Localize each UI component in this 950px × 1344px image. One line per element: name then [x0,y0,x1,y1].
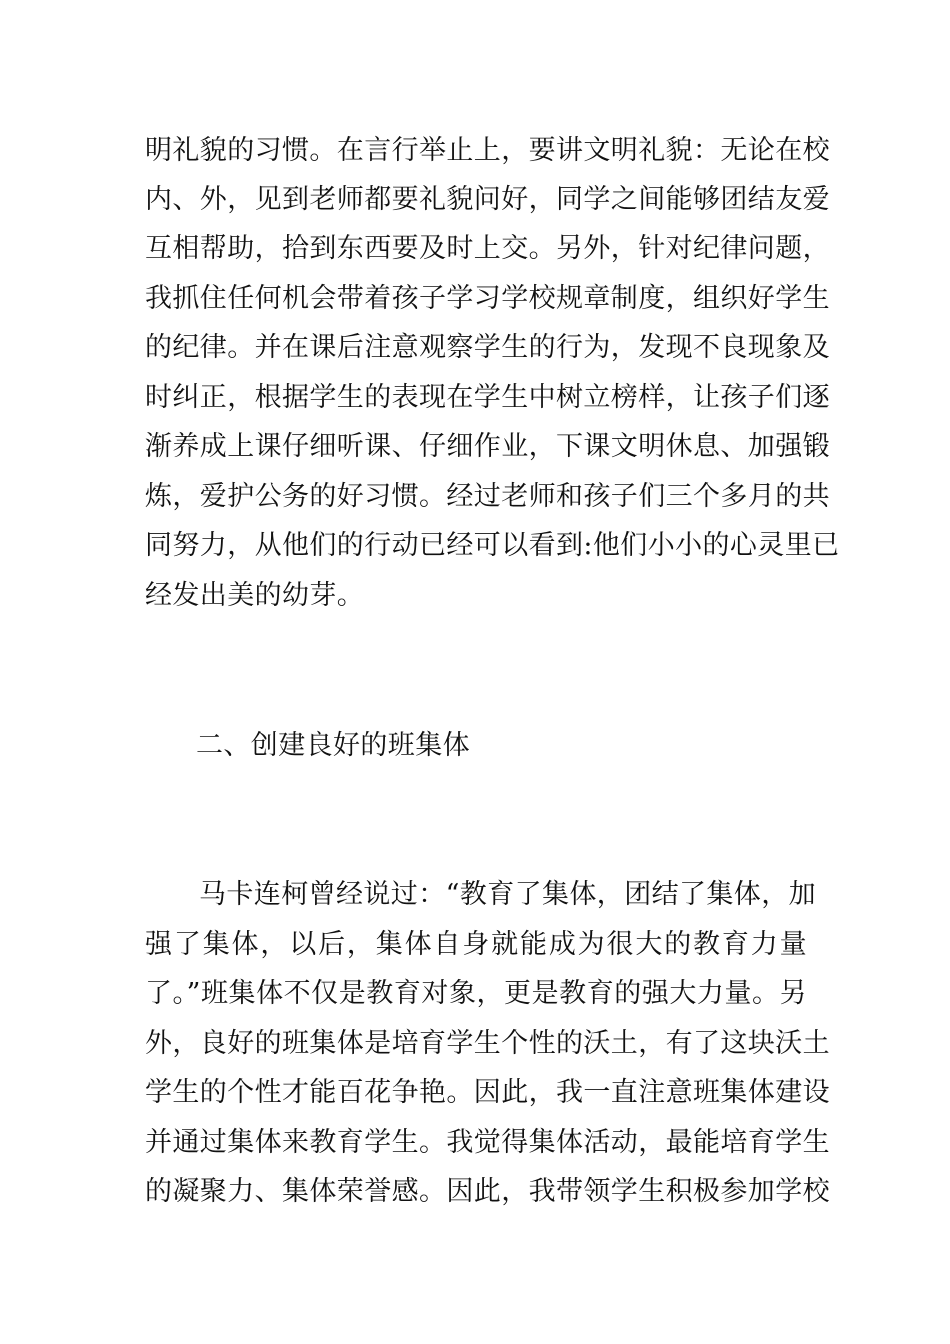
paragraph-line: 明礼貌的习惯。在言行举止上，要讲文明礼貌：无论在校 [145,135,830,166]
paragraph-line: 我抓住任何机会带着孩子学习学校规章制度，组织好学生 [145,283,830,314]
paragraph-line: 强了集体，以后，集体自身就能成为很大的教育力量 [145,929,807,960]
section-heading: 二、创建良好的班集体 [196,730,470,761]
paragraph-line: 同努力，从他们的行动已经可以看到:他们小小的心灵里已 [145,530,840,561]
paragraph-line: 炼，爱护公务的好习惯。经过老师和孩子们三个多月的共 [145,481,830,512]
paragraph-line: 的纪律。并在课后注意观察学生的行为，发现不良现象及 [145,332,830,363]
paragraph-line: 并通过集体来教育学生。我觉得集体活动，最能培育学生 [145,1127,830,1158]
paragraph-line: 学生的个性才能百花争艳。因此，我一直注意班集体建设 [145,1077,830,1108]
paragraph-line: 了。”班集体不仅是教育对象，更是教育的强大力量。另 [145,978,807,1009]
paragraph-line: 互相帮助，拾到东西要及时上交。另外，针对纪律问题， [145,233,830,264]
paragraph-line: 时纠正，根据学生的表现在学生中树立榜样，让孩子们逐 [145,382,830,413]
paragraph-line: 马卡连柯曾经说过：“教育了集体，团结了集体，加 [199,879,817,910]
paragraph-line: 的凝聚力、集体荣誉感。因此，我带领学生积极参加学校 [145,1176,830,1207]
paragraph-line: 渐养成上课仔细听课、仔细作业，下课文明休息、加强锻 [145,431,830,462]
paragraph-line: 内、外，见到老师都要礼貌问好，同学之间能够团结友爱 [145,184,830,215]
paragraph-line: 外，良好的班集体是培育学生个性的沃土，有了这块沃土 [145,1028,830,1059]
paragraph-line: 经发出美的幼芽。 [145,580,365,611]
